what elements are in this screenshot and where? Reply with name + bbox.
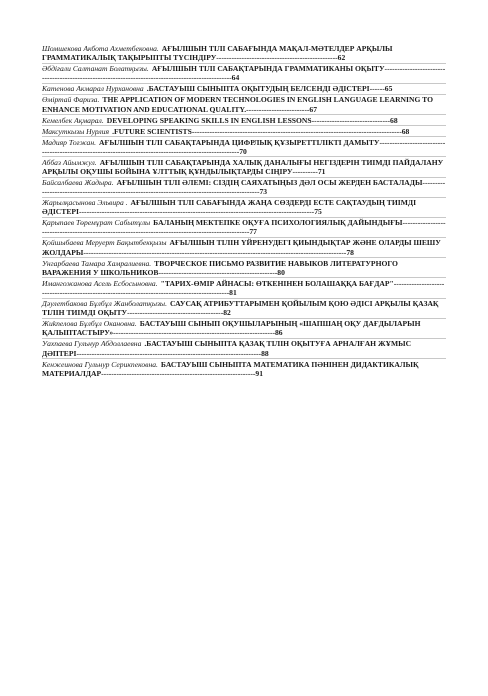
- toc-page-number: 67: [309, 104, 317, 114]
- toc-author: Қойшыбаева Меруерт Бақытбекқызы: [42, 238, 167, 248]
- toc-leader: --------------------------------------: [127, 308, 224, 318]
- toc-title: THE APPLICATION OF MODERN TECHNOLOGIES IN ENGLISH LANGUAGE LEARNING TO ENHANCE MOTIVATION AND EDUCATIONAL QUALITY.: [42, 95, 433, 114]
- toc-page-number: 80: [277, 267, 285, 277]
- toc-title: АҒЫЛШЫН ТІЛІ САБАҒЫНДА ЖАҢА СӨЗДЕРДІ ЕСТЕ САҚТАУДЫҢ ТИІМДІ ӘДІСТЕРІ: [42, 198, 417, 217]
- toc-page-number: 81: [229, 288, 237, 298]
- toc-title: БАСТАУЫШ СЫНЫПТА МАТЕМАТИКА ПӘНІНЕН ДИДАКТИКАЛЫҚ МАТЕРИАЛДАР: [42, 359, 419, 378]
- toc-entry: [42, 178, 446, 198]
- toc-entry: [42, 158, 446, 178]
- toc-leader: -------------------------: [246, 104, 310, 114]
- toc-title: АҒЫЛШЫН ТІЛІ САБАҚТАРЫНДА ГРАММАТИКАНЫ ОҚЫТУ: [151, 64, 385, 74]
- toc-page-number: 68: [390, 115, 398, 125]
- toc-entry: [42, 218, 446, 238]
- toc-author: Өміртай Фариза.: [42, 95, 100, 105]
- toc-entry: [42, 319, 446, 339]
- toc-entry: [42, 339, 446, 359]
- toc-title: САУСАҚ АТРИБУТТАРЫМЕН ҚОЙЫЛЫМ ҚОЮ ӘДІСІ АРҚЫЛЫ ҚАЗАҚ ТІЛІН ТИІМДІ ОҚЫТУ: [42, 299, 439, 318]
- toc-entry: [42, 84, 446, 95]
- toc-title: DEVELOPING SPEAKING SKILLS IN ENGLISH LESSONS: [106, 115, 312, 125]
- toc-title: АҒЫЛШЫН ТІЛІН ҮЙРЕНУДЕГІ ҚИЫНДЫҚТАР ЖӘНЕ ОЛАРДЫ ШЕШУ ЖОЛДАРЫ: [42, 238, 441, 257]
- toc-leader: ----------------------------------------------------------------: [113, 328, 275, 338]
- toc-title: БАЛАНЫҢ МЕКТЕПКЕ ОҚУҒА ПСИХОЛОГИЯЛЫҚ ДАЙЫНДЫҒЫ: [153, 218, 403, 228]
- toc-title: "ТАРИХ-ӨМІР АЙНАСЫ: ӨТКЕНІНЕН БОЛАШАҚҚА БАҒДАР": [160, 278, 394, 288]
- toc-leader: -------------------------------------------------------------------------: [76, 348, 262, 358]
- toc-entry: [42, 360, 446, 379]
- toc-page-number: 73: [259, 187, 268, 197]
- toc-page-number: 88: [261, 348, 269, 358]
- toc-page-number: 65: [384, 84, 393, 94]
- toc-page-number: 75: [314, 207, 322, 217]
- toc-entry: [42, 138, 446, 158]
- toc-title: ТВОРЧЕСКОЕ ПИСЬМО РАЗВИТИЕ НАВЫКОВ ЛИТЕРАТУРНОГО ВАРАЖЕНИЯ У ШКОЛЬНИКОВ: [42, 258, 398, 277]
- toc-title: АҒЫЛШЫН ТІЛІ САБАҚТАРЫНДА ХАЛЫҚ ДАНАЛЫҒЫ НЕГІЗДЕРІН ТИІМДІ ПАЙДАЛАНУ АРҚЫЛЫ ОҚУШЫ БОЙЫНА ҰЛТТЫҚ ҚҰНДЫЛЫҚТАРДЫ СІҢІРУ: [42, 157, 444, 176]
- toc-page-number: 70: [239, 146, 247, 156]
- toc-title: .БАСТАУЫШ СЫНЫПТА ҚАЗАҚ ТІЛІН ОҚЫТУҒА АРНАЛҒАН ЖҰМЫС ДӘПТЕРІ: [42, 339, 412, 358]
- toc-page-number: 86: [275, 328, 283, 338]
- toc-leader: ----------: [292, 166, 318, 176]
- toc-leader: --------------------------------------------------------------------------------------------------------: [42, 137, 446, 156]
- toc-entry: [42, 116, 446, 127]
- table-of-contents: [42, 44, 446, 379]
- toc-entry: [42, 44, 446, 64]
- toc-leader: -----------------------------------------------: [158, 267, 278, 277]
- toc-leader: ------------------------------------------------: [216, 53, 338, 63]
- toc-leader: ------: [369, 84, 385, 94]
- toc-author: Жарылқасынова Эльвира .: [42, 198, 128, 208]
- toc-author: Дәулетбакова Бұлбұл Жанболатқызы.: [42, 299, 167, 309]
- toc-title: БАСТАУЫШ СЫНЫП ОҚУШЫЛАРЫНЫҢ «ШАПШАҢ ОҚУ ДАҒДЫЛАРЫН ҚАЛЫПТАСТЫРУ»: [42, 319, 421, 338]
- toc-author: Катенова Акмарал Нурхановна: [42, 84, 144, 94]
- toc-author: Қарыпаев Төремұрат Сабытұлы: [42, 218, 151, 228]
- toc-entry: [42, 279, 446, 299]
- toc-author: Имангожанова Асель Есбосыновна.: [42, 278, 158, 288]
- toc-author: Байсалбаева Жадыра.: [42, 177, 114, 187]
- toc-entry: [42, 198, 446, 218]
- toc-title: .БАСТАУЫШ СЫНЫПТА ОҚЫТУДЫҢ БЕЛСЕНДІ ӘДІСТЕРІ: [146, 84, 370, 94]
- toc-title: АҒЫЛШЫН ТІЛІ ӘЛЕМІ: СІЗДІҢ САЯХАТЫҢЫЗ ДӘЛ ОСЫ ЖЕРДЕН БАСТАЛАДЫ: [116, 177, 423, 187]
- toc-author: Әбдіғали Салтанат Болатқызы.: [42, 64, 149, 74]
- toc-entry: [42, 127, 446, 138]
- toc-leader: -----------------------------------------------------------------------------------: [191, 126, 402, 136]
- toc-author: Шомшекова Акбота Ахметбековна.: [42, 44, 159, 53]
- toc-leader: -------------------------------------------------------------: [101, 368, 256, 378]
- toc-leader: -----------------------------------------------------------------------------------------------: [42, 177, 446, 197]
- toc-page-number: 78: [346, 247, 354, 257]
- toc-entry: [42, 95, 446, 115]
- toc-author: Мадияр Тоғжан.: [42, 137, 97, 147]
- toc-page-number: 77: [249, 227, 257, 237]
- toc-author: Уахпаева Гульнур Абдоллаевна: [42, 339, 142, 349]
- toc-page-number: 71: [317, 166, 326, 176]
- toc-author: Максуткызы Нурлия: [42, 126, 110, 136]
- toc-leader: --------------------------------------------------------------------------------------------------------: [83, 247, 347, 257]
- toc-author: Аббаз Айымжул.: [42, 157, 97, 167]
- toc-leader: ---------------------------------------------------------------------------------------------------: [42, 64, 446, 83]
- toc-page-number: 62: [337, 53, 346, 63]
- toc-leader: ----------------------------------------------------------------------------------------------: [42, 278, 445, 298]
- toc-entry: [42, 64, 446, 84]
- toc-title: .FUTURE SCIENTISTS: [112, 126, 192, 136]
- toc-page-number: 68: [401, 126, 410, 136]
- toc-author: Унгарбаева Тамара Хамралиевна.: [42, 258, 152, 268]
- toc-leader: -------------------------------: [311, 115, 391, 125]
- toc-title: АҒЫЛШЫН ТІЛІ САБАҒЫНДА МАҚАЛ-МӘТЕЛДЕР АРҚЫЛЫ ГРАММАТИКАЛЫҚ ТАҚЫРЫПТЫ ТҮСІНДІРУ: [42, 44, 393, 63]
- toc-page-number: 64: [231, 73, 240, 83]
- toc-entry: [42, 259, 446, 279]
- toc-entry: [42, 299, 446, 319]
- toc-page-number: 91: [255, 368, 264, 378]
- toc-page-number: 82: [223, 308, 231, 318]
- toc-author: Кемелбек Ақмарал.: [42, 115, 104, 125]
- toc-leader: ---------------------------------------------------------------------------------------------: [79, 207, 315, 217]
- toc-leader: ---------------------------------------------------------------------------------------------------: [42, 218, 446, 237]
- toc-entry: [42, 238, 446, 258]
- toc-title: АҒЫЛШЫН ТІЛІ САБАҚТАРЫНДА ЦИФРЛЫҚ ҚҰЗЫРЕТТІЛІКТІ ДАМЫТУ: [99, 137, 380, 147]
- toc-author: Жиkпелова Бұлбұл Окановна.: [42, 319, 137, 329]
- toc-author: Кенжеинова Гульнур Серикпековна.: [42, 359, 158, 369]
